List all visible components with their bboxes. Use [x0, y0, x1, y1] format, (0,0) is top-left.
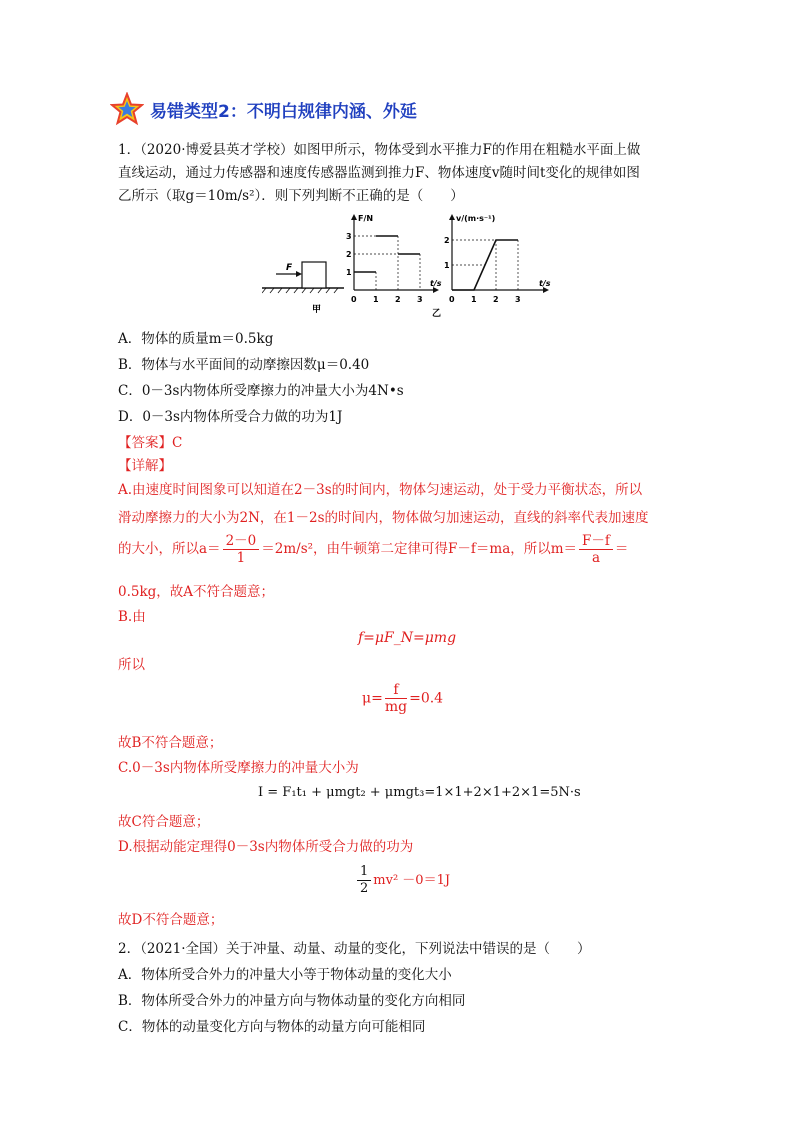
- v-tick-label: 2: [444, 236, 450, 245]
- q1-figure: [262, 212, 562, 322]
- eq-mu: μ= $\frac{f}{mg}$ =0.4: [362, 682, 444, 715]
- t-tick-label: 0: [351, 295, 357, 304]
- q2-option-c: C．物体的动量变化方向与物体的动量方向可能相同: [118, 1019, 426, 1035]
- f-tick-label: 2: [346, 250, 352, 259]
- eq-impulse: I = F₁t₁ + μmgt₂ + μmgt₃=1×1+2×1+2×1=5N·s: [258, 785, 581, 800]
- figure-jia: [262, 262, 344, 315]
- explain-a-line-3: [118, 532, 628, 566]
- q1-stem-line-3: 乙所示（取g＝10m/s²）．则下列判断不正确的是（ ）: [118, 188, 464, 204]
- section-header: [110, 92, 417, 126]
- q1-option-c: C．0－3s内物体所受摩擦力的冲量大小为4N•s: [118, 383, 404, 399]
- q2-option-a: A．物体所受合外力的冲量大小等于物体动量的变化大小: [118, 967, 452, 983]
- force-time-graph: [346, 214, 442, 304]
- t-tick-label: 1: [471, 295, 477, 304]
- f-axis-label: F/N: [358, 214, 374, 223]
- explain-a-3a: 的大小，所以a＝: [118, 541, 221, 557]
- f-tick-label: 1: [346, 268, 352, 277]
- f-tick-label: 3: [346, 232, 352, 241]
- force-label: F: [286, 263, 293, 273]
- t-tick-label: 2: [493, 295, 499, 304]
- q1-option-b: B．物体与水平面间的动摩擦因数μ＝0.40: [118, 357, 370, 373]
- section-title: 易错类型2：不明白规律内涵、外延: [150, 101, 417, 122]
- eq-work: $\frac{1}{2}$ mv² －0＝1J: [355, 864, 450, 897]
- q1-stem-line-1: 1．（2020·博爱县英才学校）如图甲所示，物体受到水平推力F的作用在粗糙水平面上做: [118, 142, 641, 158]
- t-axis-label-2: t/s: [539, 279, 551, 288]
- velocity-time-graph: [432, 214, 551, 319]
- eq-friction: f=μF_N=μmg: [358, 630, 457, 646]
- explain-d-end: 故D不符合题意；: [118, 912, 224, 928]
- explain-a-line-1: A.由速度时间图象可以知道在2－3s的时间内，物体匀速运动，处于受力平衡状态，所以: [118, 482, 643, 498]
- explain-d-line-1: D.根据动能定理得0－3s内物体所受合力做的功为: [118, 839, 414, 855]
- t-tick-label: 0: [449, 295, 455, 304]
- fraction-mass: $\frac{F-f}{a}$: [579, 533, 613, 566]
- q2-option-b: B．物体所受合外力的冲量方向与物体动量的变化方向相同: [118, 993, 466, 1009]
- explain-c-line-1: C.0－3s内物体所受摩擦力的冲量大小为: [118, 760, 359, 776]
- label-yi: 乙: [432, 309, 442, 319]
- fraction-acceleration: $\frac{2-0}{1}$: [223, 533, 260, 566]
- v-axis-label: v/(m·s⁻¹): [456, 214, 496, 223]
- explain-b-line-1: B.由: [118, 609, 146, 625]
- explain-a-3b: ＝2m/s²，由牛顿第二定律可得F－f＝ma，所以m＝: [261, 541, 578, 557]
- explain-a-line-2: 滑动摩擦力的大小为2N，在1－2s的时间内，物体做匀加速运动，直线的斜率代表加速度: [118, 510, 649, 526]
- q1-option-d: D．0－3s内物体所受合力做的功为1J: [118, 409, 343, 425]
- q1-stem-line-2: 直线运动，通过力传感器和速度传感器监测到推力F、物体速度v随时间t变化的规律如图: [118, 165, 640, 181]
- t-tick-label: 3: [515, 295, 521, 304]
- explain-a-3c: ＝: [614, 541, 629, 557]
- t-tick-label: 2: [395, 295, 401, 304]
- q1-option-a: A．物体的质量m＝0.5kg: [118, 331, 274, 347]
- q2-stem: 2．（2021·全国）关于冲量、动量、动量的变化，下列说法中错误的是（ ）: [118, 941, 591, 957]
- explain-b-end: 故B不符合题意；: [118, 735, 223, 751]
- t-tick-label: 3: [417, 295, 423, 304]
- detail-label: 【详解】: [118, 458, 172, 474]
- t-axis-label: t/s: [430, 279, 442, 288]
- v-tick-label: 1: [444, 261, 450, 270]
- so-label: 所以: [118, 657, 145, 673]
- explain-c-end: 故C符合题意；: [118, 814, 210, 830]
- answer: 【答案】C: [118, 435, 183, 451]
- t-tick-label: 1: [373, 295, 379, 304]
- star-icon: [110, 92, 144, 126]
- label-jia: 甲: [312, 305, 322, 315]
- explain-a-line-4: 0.5kg，故A不符合题意；: [118, 584, 275, 600]
